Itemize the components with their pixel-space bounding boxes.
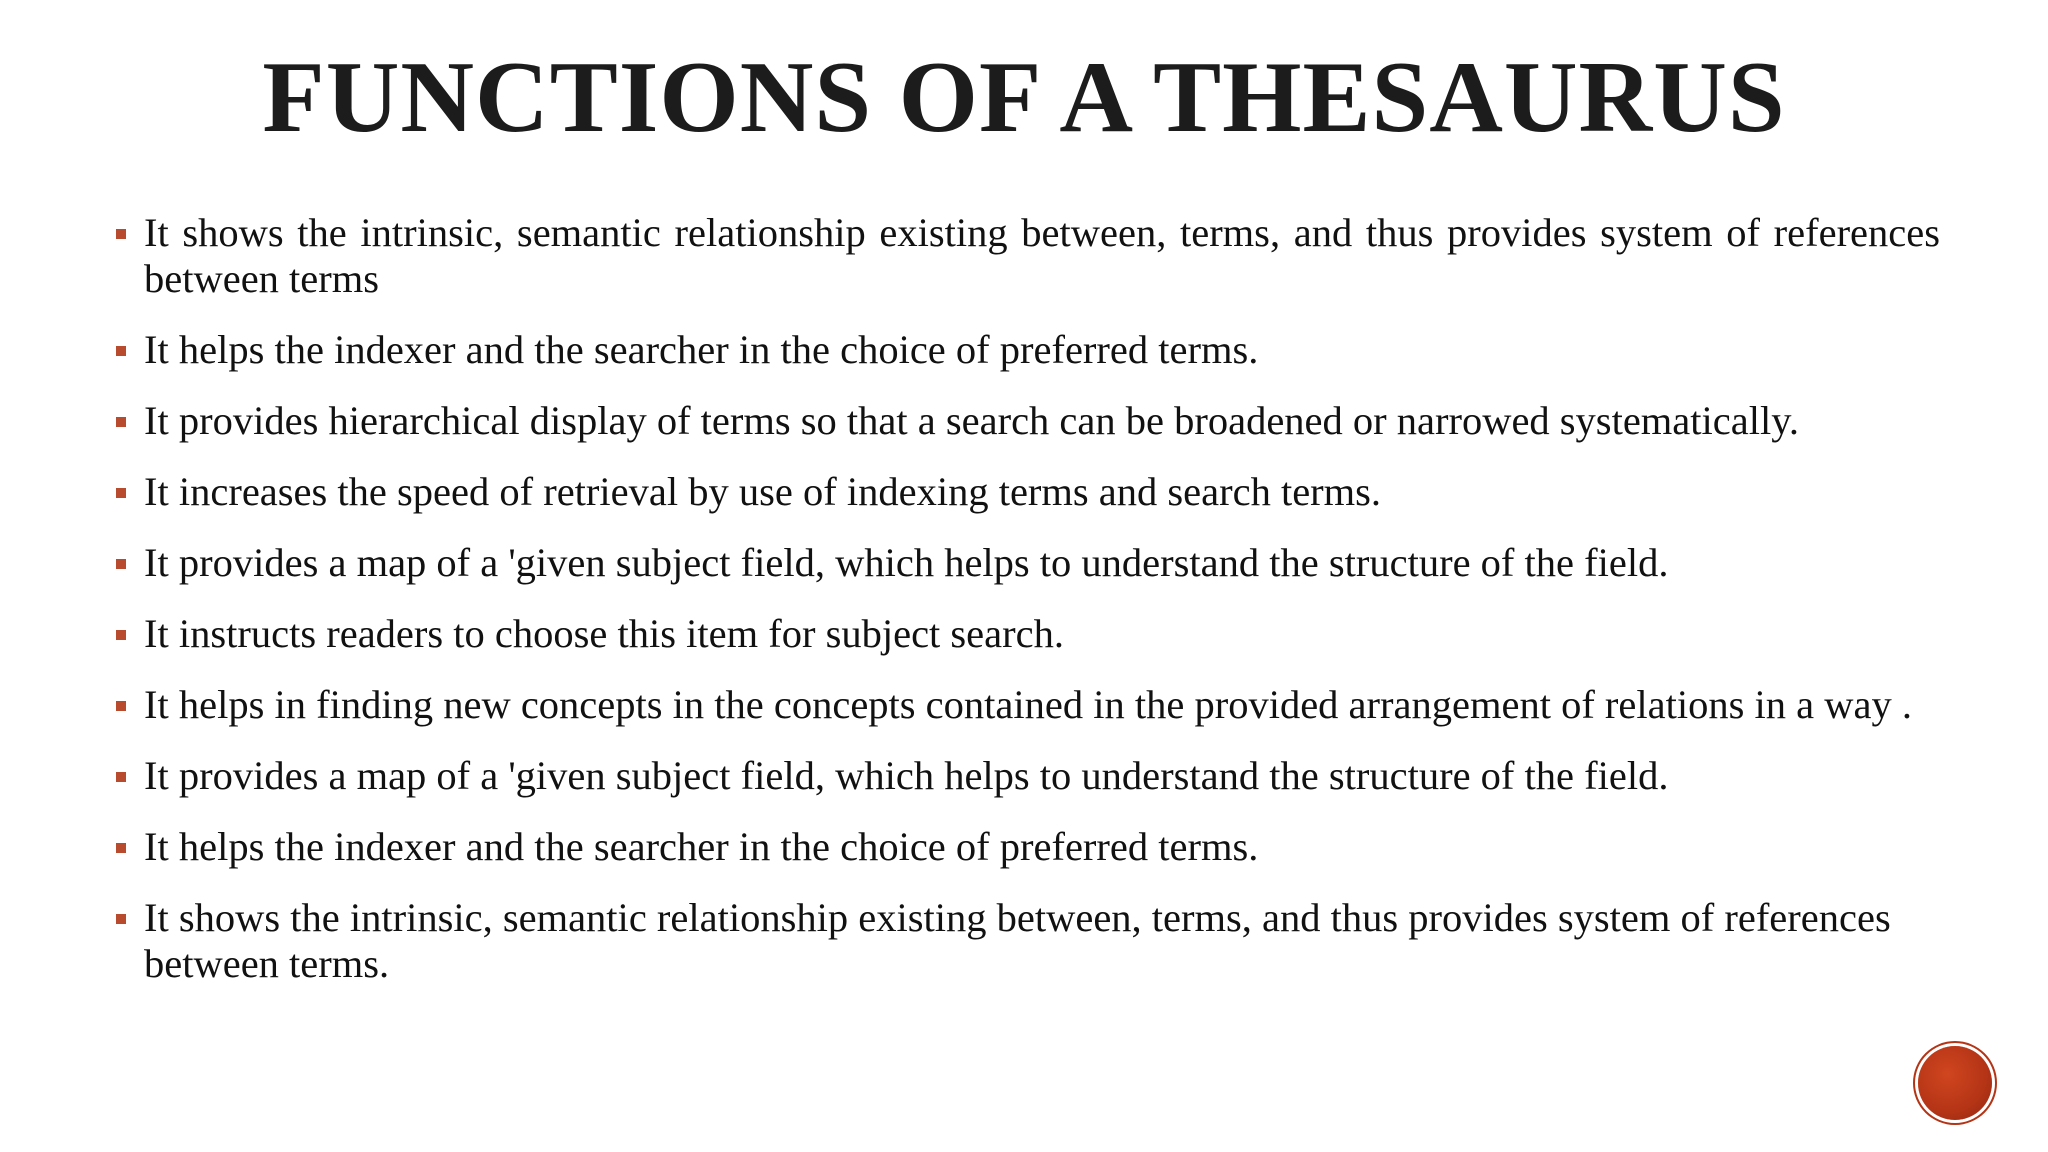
bullet-item	[112, 895, 1940, 987]
bullet-text: It provides hierarchical display of terms so that a search can be broadened or narrowed systematically.	[144, 398, 1799, 443]
bullet-list	[112, 210, 1940, 1012]
bullet-text: It provides a map of a 'given subject field, which helps to understand the structure of the field.	[144, 540, 1669, 585]
bullet-item	[112, 611, 1940, 657]
bullet-text: It helps the indexer and the searcher in the choice of preferred terms.	[144, 327, 1259, 372]
bullet-item	[112, 540, 1940, 586]
bullet-marker-icon	[116, 630, 126, 640]
bullet-item	[112, 824, 1940, 870]
bullet-text: It provides a map of a 'given subject field, which helps to understand the structure of the field.	[144, 753, 1669, 798]
bullet-marker-icon	[116, 701, 126, 711]
bullet-item	[112, 682, 1940, 728]
bullet-marker-icon	[116, 417, 126, 427]
bullet-marker-icon	[116, 772, 126, 782]
bullet-item	[112, 469, 1940, 515]
bullet-marker-icon	[116, 346, 126, 356]
bullet-marker-icon	[116, 914, 126, 924]
red-circle-button-icon[interactable]	[1918, 1046, 1992, 1120]
bullet-text: It shows the intrinsic, semantic relationship existing between, terms, and thus provides system of references between terms	[144, 210, 1940, 301]
bullet-item	[112, 398, 1940, 444]
bullet-marker-icon	[116, 559, 126, 569]
bullet-marker-icon	[116, 488, 126, 498]
bullet-text: It increases the speed of retrieval by use of indexing terms and search terms.	[144, 469, 1382, 514]
bullet-marker-icon	[116, 843, 126, 853]
bullet-text: It shows the intrinsic, semantic relationship existing between, terms, and thus provides system of references between terms.	[144, 895, 1891, 986]
bullet-item	[112, 753, 1940, 799]
bullet-text: It instructs readers to choose this item for subject search.	[144, 611, 1064, 656]
bullet-text: It helps the indexer and the searcher in the choice of preferred terms.	[144, 824, 1259, 869]
bullet-item	[112, 210, 1940, 302]
slide-title: FUNCTIONS OF A THESAURUS	[262, 41, 1786, 154]
bullet-text: It helps in finding new concepts in the concepts contained in the provided arrangement of relations in a way .	[144, 682, 1912, 727]
bullet-item	[112, 327, 1940, 373]
bullet-marker-icon	[116, 229, 126, 239]
